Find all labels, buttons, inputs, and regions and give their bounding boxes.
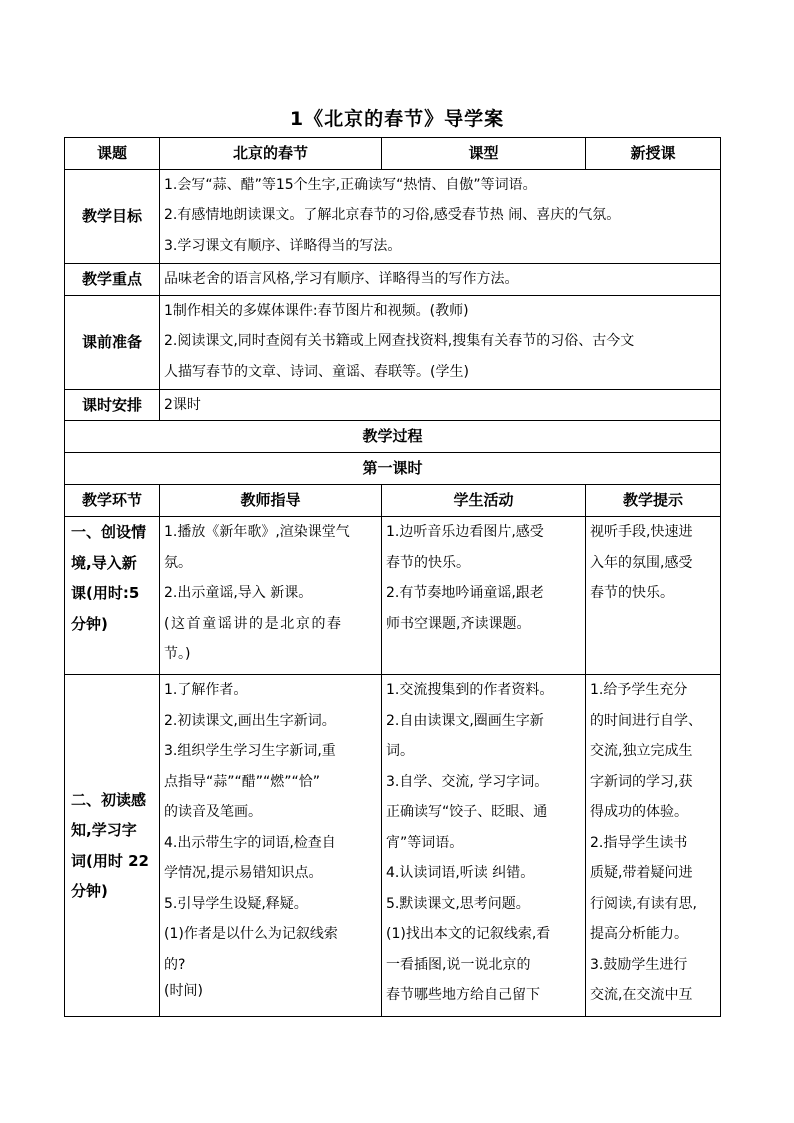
teacher-line: 氛。 xyxy=(164,554,192,571)
tip-line: 的时间进行自学、 xyxy=(590,712,702,729)
schedule-label: 课时安排 xyxy=(65,389,160,421)
column-header: 教学提示 xyxy=(586,485,721,517)
tip-line: 交流,独立完成生 xyxy=(590,743,693,759)
teacher-line: (这首童谣讲的是北京的春 xyxy=(164,615,343,632)
student-line: 1.边听音乐边看图片,感受 xyxy=(386,524,544,540)
teacher-line: 4.出示带生字的词语,检查自 xyxy=(164,834,336,851)
goal-item: 3.学习课文有顺序、详略得当的写法。 xyxy=(164,237,402,254)
goals-row xyxy=(65,169,721,263)
stage2-row xyxy=(65,675,721,1017)
stage-title-line: 词(用时 22 xyxy=(71,851,149,870)
stage2-title xyxy=(65,675,160,1017)
lesson-plan-table xyxy=(64,137,721,1017)
tip-line: 2.指导学生读书 xyxy=(590,834,688,851)
student-line: 春节哪些地方给自己留下 xyxy=(386,987,540,1003)
process-title: 教学过程 xyxy=(65,421,721,453)
stage2-tips xyxy=(586,675,721,1017)
student-line: 5.默读课文,思考问题。 xyxy=(386,895,530,912)
stage2-teacher xyxy=(160,675,382,1017)
stage-title-line: 境,导入新 xyxy=(71,553,137,572)
tip-line: 入年的氛围,感受 xyxy=(590,554,693,571)
column-header: 教学环节 xyxy=(65,485,160,517)
tip-line: 行阅读,有读有思, xyxy=(590,895,697,912)
tip-line: 视听手段,快速进 xyxy=(590,524,693,540)
focus-text: 品味老舍的语言风格,学习有顺序、详略得当的写作方法。 xyxy=(164,270,519,287)
stage1-tips xyxy=(586,517,721,675)
tip-line: 春节的快乐。 xyxy=(590,585,674,601)
stage-title-line: 分钟) xyxy=(71,882,108,900)
teacher-line: 1.了解作者。 xyxy=(164,682,248,698)
prep-label: 课前准备 xyxy=(65,295,160,389)
goal-item: 2.有感情地朗读课文。了解北京春节的习俗,感受春节热 闹、喜庆的气氛。 xyxy=(164,207,621,223)
column-header-row xyxy=(65,485,721,517)
column-header: 教师指导 xyxy=(160,485,382,517)
prep-item: 1制作相关的多媒体课件:春节图片和视频。(教师) xyxy=(164,302,469,319)
document-title: 1《北京的春节》导学案 xyxy=(289,108,505,130)
goals-content xyxy=(160,169,721,263)
schedule-content xyxy=(160,389,721,421)
tip-line: 提高分析能力。 xyxy=(590,926,688,942)
stage-title-line: 二、初读感 xyxy=(71,790,147,809)
stage1-title xyxy=(65,517,160,675)
focus-content xyxy=(160,263,721,295)
stage-title-line: 分钟) xyxy=(71,614,108,633)
student-line: 3.自学、交流, 学习字词。 xyxy=(386,773,549,790)
prep-item: 2.阅读课文,同时查阅有关书籍或上网查找资料,搜集有关春节的习俗、古今文 xyxy=(164,333,635,349)
schedule-value: 2课时 xyxy=(164,396,201,413)
goals-label: 教学目标 xyxy=(65,169,160,263)
teacher-line: 节。) xyxy=(164,646,191,662)
stage-title-line: 一、创设情 xyxy=(71,523,147,541)
lesson-title: 第一课时 xyxy=(65,453,721,485)
student-line: 师书空课题,齐读课题。 xyxy=(386,615,531,632)
stage1-student xyxy=(382,517,586,675)
topic-label: 课题 xyxy=(65,138,160,170)
prep-content xyxy=(160,295,721,389)
tip-line: 1.给予学生充分 xyxy=(590,682,688,698)
student-line: 一看插图,说一说北京的 xyxy=(386,956,531,973)
process-title-row xyxy=(65,421,721,453)
teacher-line: 2.初读课文,画出生字新词。 xyxy=(164,712,336,729)
student-line: 1.交流搜集到的作者资料。 xyxy=(386,682,554,698)
teacher-line: 2.出示童谣,导入 新课。 xyxy=(164,585,313,601)
type-value: 新授课 xyxy=(586,138,721,170)
teacher-line: 点指导“蒜”“醋”“燃”“恰” xyxy=(164,773,321,790)
student-line: 春节的快乐。 xyxy=(386,554,470,571)
stage1-teacher xyxy=(160,517,382,675)
topic-row xyxy=(65,138,721,170)
teacher-line: 1.播放《新年歌》,渲染课堂气 xyxy=(164,524,350,540)
column-header: 学生活动 xyxy=(382,485,586,517)
stage2-student xyxy=(382,675,586,1017)
focus-label: 教学重点 xyxy=(65,263,160,295)
goal-item: 1.会写“蒜、醋”等15个生字,正确读写“热情、自傲”等词语。 xyxy=(164,176,537,193)
student-line: 词。 xyxy=(386,743,414,759)
student-line: 2.自由读课文,圈画生字新 xyxy=(386,712,544,729)
stage1-row xyxy=(65,517,721,675)
prep-row xyxy=(65,295,721,389)
teacher-line: (1)作者是以什么为记叙线索 xyxy=(164,926,338,942)
teacher-line: 3.组织学生学习生字新词,重 xyxy=(164,743,336,759)
student-line: (1)找出本文的记叙线索,看 xyxy=(386,926,551,942)
prep-item: 人描写春节的文章、诗词、童谣、春联等。(学生) xyxy=(164,363,469,380)
teacher-line: (时间) xyxy=(164,983,203,999)
teacher-line: 的读音及笔画。 xyxy=(164,804,262,820)
schedule-row xyxy=(65,389,721,421)
teacher-line: 的? xyxy=(164,956,186,973)
tip-line: 交流,在交流中互 xyxy=(590,987,693,1003)
tip-line: 质疑,带着疑问进 xyxy=(590,865,693,881)
student-line: 正确读写“饺子、眨眼、通 xyxy=(386,804,548,820)
teacher-line: 学情况,提示易错知识点。 xyxy=(164,865,323,881)
tip-line: 字新词的学习,获 xyxy=(590,773,693,790)
student-line: 4.认读词语,听读 纠错。 xyxy=(386,865,535,881)
student-line: 2.有节奏地吟诵童谣,跟老 xyxy=(386,585,544,601)
lesson-title-row xyxy=(65,453,721,485)
topic-value: 北京的春节 xyxy=(160,138,382,170)
student-line: 宵”等词语。 xyxy=(386,834,464,851)
teacher-line: 5.引导学生设疑,释疑。 xyxy=(164,895,308,912)
focus-row xyxy=(65,263,721,295)
type-label: 课型 xyxy=(382,138,586,170)
tip-line: 3.鼓励学生进行 xyxy=(590,956,688,973)
tip-line: 得成功的体验。 xyxy=(590,804,688,820)
stage-title-line: 课(用时:5 xyxy=(71,584,140,602)
stage-title-line: 知,学习字 xyxy=(71,821,137,839)
